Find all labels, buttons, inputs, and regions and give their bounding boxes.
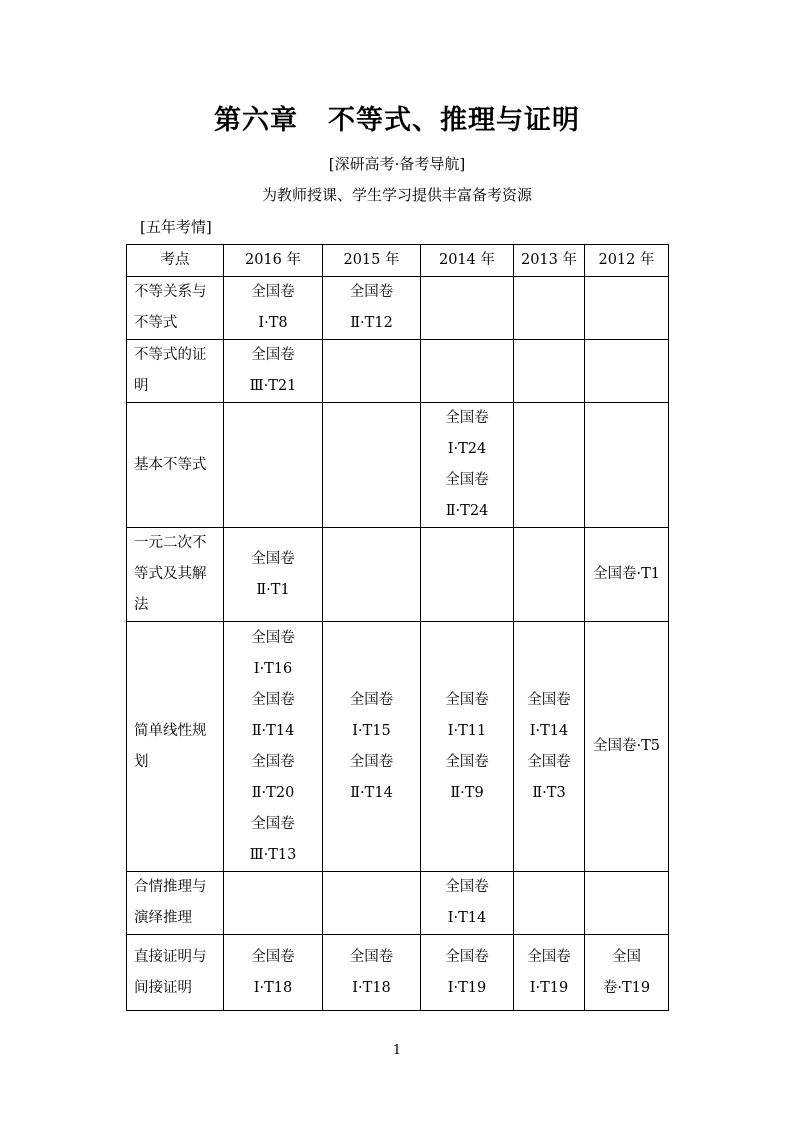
exam-cell bbox=[514, 935, 585, 1011]
exam-cell bbox=[323, 340, 421, 403]
exam-ref: 全国卷 bbox=[445, 691, 489, 708]
exam-ref: Ⅰ·T19 bbox=[529, 979, 569, 996]
exam-cell bbox=[585, 340, 669, 403]
column-header: 2012 年 bbox=[585, 245, 669, 277]
exam-ref: Ⅰ·T15 bbox=[352, 722, 391, 739]
exam-cell bbox=[224, 935, 323, 1011]
exam-cell bbox=[514, 340, 585, 403]
chapter-subject: 不等式、推理与证明 bbox=[328, 105, 580, 136]
exam-cell bbox=[514, 277, 585, 340]
exam-ref: 全国卷 bbox=[445, 472, 489, 488]
exam-cell bbox=[514, 622, 585, 872]
exam-ref: 全国卷 bbox=[251, 550, 295, 567]
exam-ref: Ⅱ·T12 bbox=[350, 315, 393, 331]
column-header: 2015 年 bbox=[323, 245, 421, 277]
column-header: 2014 年 bbox=[421, 245, 514, 277]
exam-ref: 全国卷 bbox=[527, 691, 571, 708]
exam-ref: Ⅲ·T21 bbox=[249, 378, 297, 394]
exam-ref: 全国卷 bbox=[445, 948, 489, 965]
exam-ref: 全国卷 bbox=[349, 284, 394, 300]
page-number: 1 bbox=[392, 1043, 402, 1058]
exam-ref: Ⅱ·T1 bbox=[256, 581, 290, 598]
exam-ref: Ⅰ·T14 bbox=[529, 722, 569, 739]
exam-ref: 全国卷 bbox=[251, 284, 295, 300]
topic-line: 间接证明 bbox=[134, 979, 192, 996]
exam-ref: Ⅲ·T13 bbox=[249, 846, 297, 863]
topic-cell bbox=[127, 403, 224, 528]
topic-line: 直接证明与 bbox=[134, 948, 207, 965]
exam-ref: 全国卷 bbox=[251, 815, 295, 832]
table-row bbox=[127, 277, 669, 340]
topic-cell bbox=[127, 935, 224, 1011]
table-row bbox=[127, 340, 669, 403]
exam-ref: Ⅱ·T14 bbox=[251, 722, 295, 739]
exam-ref: 卷·T19 bbox=[602, 979, 651, 996]
topic-line: 合情推理与 bbox=[134, 879, 207, 895]
exam-cell bbox=[323, 403, 421, 528]
column-header: 2013 年 bbox=[514, 245, 585, 277]
topic-line: 划 bbox=[134, 753, 149, 770]
exam-ref: 全国卷·T5 bbox=[592, 738, 660, 754]
exam-ref: Ⅱ·T3 bbox=[532, 784, 566, 801]
exam-cell bbox=[585, 622, 669, 872]
topic-cell bbox=[127, 528, 224, 622]
exam-cell bbox=[224, 622, 323, 872]
exam-ref: Ⅱ·T24 bbox=[445, 503, 489, 519]
guide-heading: [深研高考·备考导航] bbox=[328, 155, 466, 173]
exam-ref: Ⅰ·T19 bbox=[447, 979, 487, 996]
exam-cell bbox=[514, 528, 585, 622]
topic-line: 简单线性规 bbox=[134, 722, 207, 739]
exam-ref: 全国卷 bbox=[349, 691, 394, 708]
exam-cell bbox=[514, 872, 585, 935]
guide-description: 为教师授课、学生学习提供丰富备考资源 bbox=[261, 186, 532, 204]
topic-cell bbox=[127, 340, 224, 403]
exam-ref: 全国卷 bbox=[251, 753, 295, 770]
topic-line: 演绎推理 bbox=[134, 910, 192, 926]
exam-cell bbox=[585, 403, 669, 528]
table-row bbox=[127, 528, 669, 622]
topic-line: 不等式的证 bbox=[134, 347, 207, 363]
exam-cell bbox=[224, 340, 323, 403]
exam-cell bbox=[585, 872, 669, 935]
exam-cell bbox=[514, 403, 585, 528]
exam-ref: Ⅰ·T11 bbox=[447, 722, 487, 739]
exam-ref: 全国卷 bbox=[251, 347, 295, 363]
exam-cell bbox=[323, 528, 421, 622]
column-header: 考点 bbox=[127, 245, 224, 277]
exam-ref: 全国卷 bbox=[251, 629, 295, 646]
exam-cell bbox=[585, 277, 669, 340]
exam-ref: 全国卷 bbox=[349, 948, 394, 965]
exam-ref: Ⅱ·T14 bbox=[350, 784, 393, 801]
chapter-number: 第六章 bbox=[214, 105, 298, 136]
topic-cell bbox=[127, 622, 224, 872]
exam-cell bbox=[421, 277, 514, 340]
exam-ref: 全国卷 bbox=[349, 753, 394, 770]
exam-ref: 全国 bbox=[612, 948, 641, 965]
exam-ref: 全国卷 bbox=[527, 948, 571, 965]
exam-ref: Ⅰ·T16 bbox=[253, 660, 293, 677]
exam-cell bbox=[224, 403, 323, 528]
exam-ref: Ⅱ·T20 bbox=[251, 784, 295, 801]
exam-ref: 全国卷 bbox=[527, 753, 571, 770]
exam-cell bbox=[224, 872, 323, 935]
topic-line: 等式及其解 bbox=[134, 566, 207, 582]
exam-ref: Ⅰ·T14 bbox=[447, 910, 487, 926]
exam-cell bbox=[421, 403, 514, 528]
exam-cell bbox=[323, 872, 421, 935]
section-label: [五年考情] bbox=[140, 218, 212, 236]
chapter-title bbox=[0, 98, 794, 137]
exam-ref: 全国卷·T1 bbox=[592, 566, 660, 582]
topic-line: 不等关系与 bbox=[134, 284, 207, 300]
exam-ref: 全国卷 bbox=[251, 948, 295, 965]
exam-ref: 全国卷 bbox=[445, 410, 489, 426]
exam-ref: Ⅰ·T8 bbox=[258, 315, 288, 331]
exam-ref: 全国卷 bbox=[251, 691, 295, 708]
topic-line: 明 bbox=[134, 378, 149, 394]
table-body bbox=[127, 277, 669, 1011]
topic-line: 不等式 bbox=[134, 315, 178, 331]
exam-ref: Ⅰ·T24 bbox=[447, 441, 487, 457]
exam-cell bbox=[421, 340, 514, 403]
topic-cell bbox=[127, 277, 224, 340]
exam-cell bbox=[585, 528, 669, 622]
exam-cell bbox=[323, 622, 421, 872]
exam-cell bbox=[323, 935, 421, 1011]
exam-ref: Ⅰ·T18 bbox=[352, 979, 391, 996]
table-row bbox=[127, 622, 669, 872]
topic-line: 一元二次不 bbox=[134, 535, 207, 551]
exam-cell bbox=[224, 277, 323, 340]
exam-ref: Ⅰ·T18 bbox=[253, 979, 293, 996]
column-header: 2016 年 bbox=[224, 245, 323, 277]
table-row bbox=[127, 872, 669, 935]
exam-cell bbox=[585, 935, 669, 1011]
table-row bbox=[127, 935, 669, 1011]
topic-cell bbox=[127, 872, 224, 935]
topic-line: 法 bbox=[134, 597, 149, 613]
exam-cell bbox=[224, 528, 323, 622]
exam-ref: Ⅱ·T9 bbox=[450, 784, 484, 801]
exam-cell bbox=[421, 528, 514, 622]
header-row bbox=[127, 245, 669, 277]
exam-cell bbox=[421, 622, 514, 872]
exam-table bbox=[126, 244, 669, 1011]
table-row bbox=[127, 403, 669, 528]
exam-cell bbox=[421, 935, 514, 1011]
exam-ref: 全国卷 bbox=[445, 753, 489, 770]
exam-cell bbox=[323, 277, 421, 340]
exam-ref: 全国卷 bbox=[445, 879, 489, 895]
topic-line: 基本不等式 bbox=[134, 456, 207, 473]
exam-cell bbox=[421, 872, 514, 935]
